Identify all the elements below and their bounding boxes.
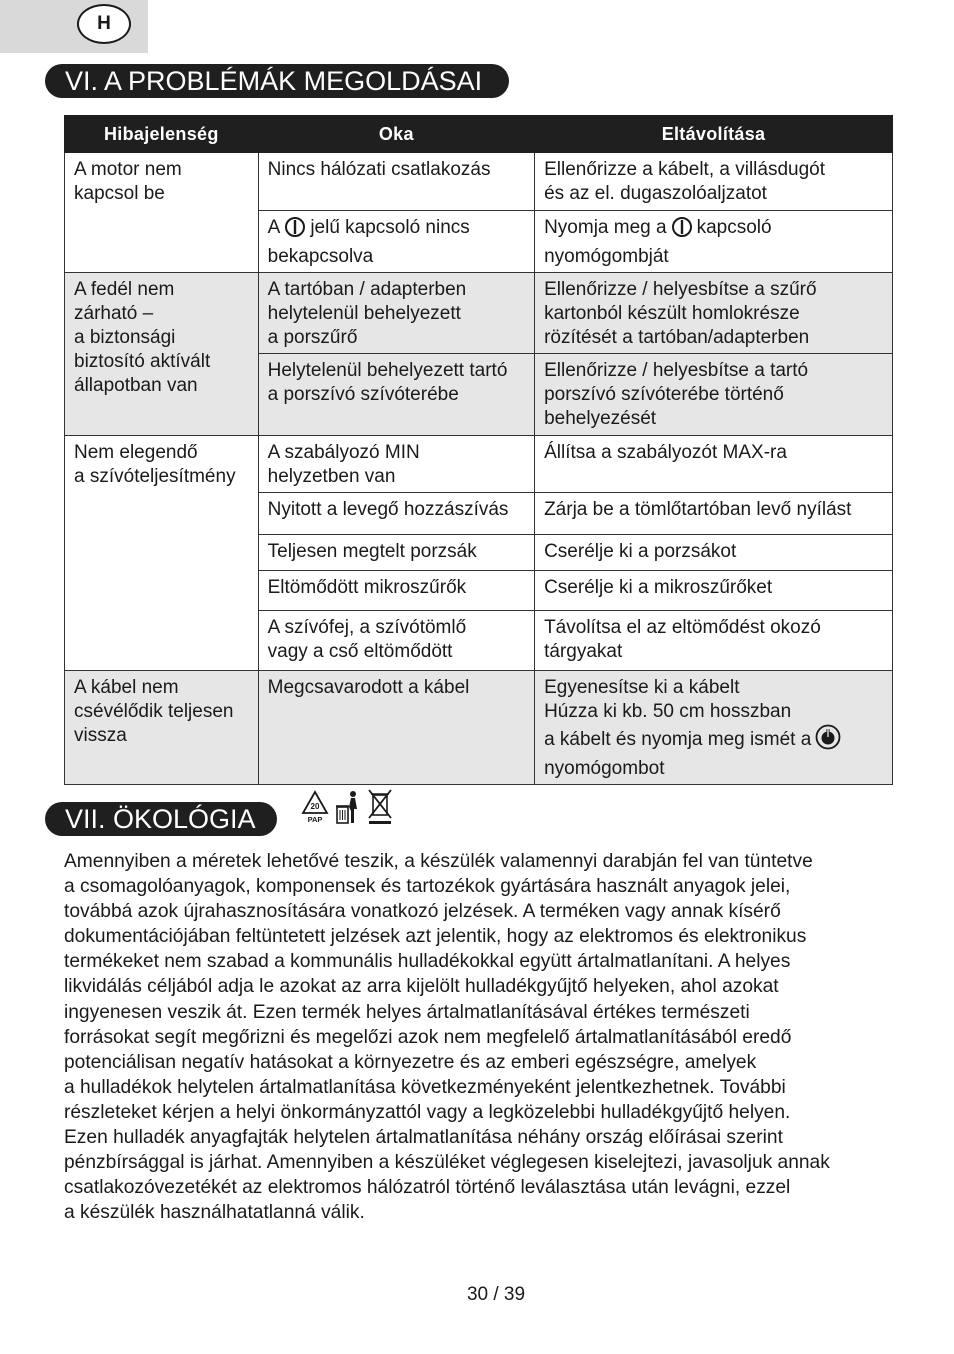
cause-line: a porszűrő xyxy=(267,327,358,348)
remedy-text: Nyomja meg a xyxy=(544,217,667,238)
table-header-row xyxy=(65,116,893,153)
remedy-line: nyomógombot xyxy=(544,758,665,779)
cause-line: Nyitott a levegő hozzászívás xyxy=(267,499,509,520)
paragraph-line: csatlakozóvezetékét az elektromos hálózatról történő leválasztása után levágni, ezzel xyxy=(64,1177,791,1199)
remedy-line: a kábelt és nyomja meg ismét a xyxy=(544,729,812,750)
remedy-line: porszívó szívóterébe történő xyxy=(544,384,784,405)
symptom-cell xyxy=(65,436,259,671)
cause-cell xyxy=(258,535,534,571)
cause-line: helytelenül behelyezett xyxy=(267,303,461,324)
remedy-line: tárgyakat xyxy=(544,641,623,662)
cause-line: helyzetben van xyxy=(267,466,396,487)
remedy-line: Cserélje ki a porzsákot xyxy=(544,541,737,562)
remedy-cell xyxy=(535,354,893,436)
power-switch-icon xyxy=(671,216,693,245)
tidyman-bin-icon xyxy=(334,789,362,830)
symptom-line: vissza xyxy=(74,725,127,746)
remedy-line: Egyenesítse ki a kábelt xyxy=(544,677,740,698)
cause-line: Eltömődött mikroszűrők xyxy=(267,577,467,598)
remedy-line: Zárja be a tömlőtartóban levő nyílást xyxy=(544,499,852,520)
remedy-line: kartonból készült homlokrésze xyxy=(544,303,800,324)
cause-cell xyxy=(258,493,534,535)
symptom-cell xyxy=(65,153,259,273)
paragraph-line: részleteket kérjen a helyi önkormányzattól vagy a legközelebbi hulladékgyűjtő helyen. xyxy=(64,1101,791,1123)
language-badge: H xyxy=(77,4,131,44)
remedy-cell xyxy=(535,436,893,493)
remedy-line: Állítsa a szabályozót MAX-ra xyxy=(544,442,787,463)
symptom-line: kapcsol be xyxy=(74,183,165,204)
power-switch-icon xyxy=(284,216,306,245)
remedy-cell xyxy=(535,571,893,611)
cause-line: Teljesen megtelt porzsák xyxy=(267,541,477,562)
remedy-cell xyxy=(535,153,893,211)
cause-cell xyxy=(258,354,534,436)
paragraph-line: a hulladékok helytelen ártalmatlanítása következményeként jelentkezhetnek. További xyxy=(64,1076,786,1098)
eco-symbols xyxy=(300,792,394,830)
cause-line: bekapcsolva xyxy=(267,246,374,267)
remedy-text: kapcsoló xyxy=(696,217,772,238)
paragraph-line: Ezen hulladék anyagfajták helytelen ártalmatlanítása néhány ország előírásai szerint xyxy=(64,1127,783,1149)
troubleshooting-table xyxy=(64,115,893,785)
paragraph-line: forrásokat segít megőrizni és megelőzi azok nem megfelelő ártalmatlanításából eredő xyxy=(64,1026,792,1048)
cause-cell xyxy=(258,211,534,273)
header-remedy: Eltávolítása xyxy=(535,116,893,153)
symptom-line: biztosító aktívált xyxy=(74,351,211,372)
paragraph-line: dokumentációjában feltüntetett jelzések azt jelentik, hogy az elektromos és elektronikus xyxy=(64,926,807,948)
paragraph-line: potenciálisan negatív hatásokat a környezetre és az emberi egészségre, amelyek xyxy=(64,1051,757,1073)
remedy-line: és az el. dugaszolóaljzatot xyxy=(544,183,767,204)
cause-cell xyxy=(258,273,534,354)
cause-cell xyxy=(258,153,534,211)
cord-rewind-button-icon xyxy=(815,724,841,757)
cause-line: A szívófej, a szívótömlő xyxy=(267,617,467,638)
symptom-line: A motor nem xyxy=(74,159,182,180)
remedy-cell xyxy=(535,671,893,785)
cause-cell xyxy=(258,571,534,611)
remedy-line: Távolítsa el az eltömődést okozó xyxy=(544,617,821,638)
remedy-line: Ellenőrizze / helyesbítse a szűrő xyxy=(544,279,817,300)
cause-line: Helytelenül behelyezett tartó xyxy=(267,360,508,381)
table-row xyxy=(65,153,893,211)
symptom-line: állapotban van xyxy=(74,375,198,396)
remedy-cell xyxy=(535,211,893,273)
remedy-cell xyxy=(535,273,893,354)
paragraph-line: ingyenesen veszik át. Ezen termék helyes ártalmatlanításával értékes természeti xyxy=(64,1001,750,1023)
symptom-line: csévélődik teljesen xyxy=(74,701,234,722)
table-row xyxy=(65,436,893,493)
cause-cell xyxy=(258,436,534,493)
section-title-problems: VI. A PROBLÉMÁK MEGOLDÁSAI xyxy=(45,64,509,98)
paragraph-line: pénzbírsággal is járhat. Amennyiben a készüléket véglegesen kiselejtezi, javasoljuk annak xyxy=(64,1152,830,1174)
cause-text: A xyxy=(267,217,281,238)
weee-crossed-bin-icon xyxy=(366,787,394,830)
symptom-line: a biztonsági xyxy=(74,327,176,348)
cause-cell xyxy=(258,611,534,671)
remedy-cell xyxy=(535,535,893,571)
remedy-cell xyxy=(535,493,893,535)
recycle-pap-icon xyxy=(300,789,330,830)
page-number: 30 / 39 xyxy=(466,1284,526,1305)
paragraph-line: a készülék használhatatlanná válik. xyxy=(64,1202,365,1224)
paragraph-line: a csomagolóanyagok, komponensek és tartozékok gyártására használt anyagok jelei, xyxy=(64,876,791,898)
header-symptom: Hibajelenség xyxy=(65,116,259,153)
remedy-cell xyxy=(535,611,893,671)
cause-line: Nincs hálózati csatlakozás xyxy=(267,159,491,180)
symptom-cell xyxy=(65,671,259,785)
cause-line: vagy a cső eltömődött xyxy=(267,641,453,662)
symptom-line: A kábel nem xyxy=(74,677,179,698)
symptom-line: A fedél nem xyxy=(74,279,175,300)
remedy-line: Ellenőrizze / helyesbítse a tartó xyxy=(544,360,809,381)
remedy-line: behelyezését xyxy=(544,408,657,429)
cause-line: a porszívó szívóterébe xyxy=(267,384,459,405)
ecology-paragraph xyxy=(64,849,894,1225)
table-row xyxy=(65,671,893,785)
recycle-code: 20 xyxy=(310,802,320,811)
symptom-line: zárható – xyxy=(74,303,154,324)
header-cause: Oka xyxy=(258,116,534,153)
cause-text: jelű kapcsoló nincs xyxy=(310,217,470,238)
symptom-line: a szívóteljesítmény xyxy=(74,466,236,487)
paragraph-line: termékeket nem szabad a kommunális hulladékokkal együtt ártalmatlanítani. A helyes xyxy=(64,951,791,973)
remedy-line: nyomógombját xyxy=(544,246,669,267)
paragraph-line: Amennyiben a méretek lehetővé teszik, a készülék valamennyi darabján fel van tüntetve xyxy=(64,851,813,872)
table-row xyxy=(65,273,893,354)
cause-line: A tartóban / adapterben xyxy=(267,279,467,300)
remedy-line: Cserélje ki a mikroszűrőket xyxy=(544,577,773,598)
remedy-line: Húzza ki kb. 50 cm hosszban xyxy=(544,701,792,722)
language-tab xyxy=(0,0,148,53)
remedy-line: Ellenőrizze a kábelt, a villásdugót xyxy=(544,159,826,180)
symptom-line: Nem elegendő xyxy=(74,442,198,463)
cause-line: A szabályozó MIN xyxy=(267,442,420,463)
remedy-line: rözítését a tartóban/adapterben xyxy=(544,327,810,348)
cause-cell xyxy=(258,671,534,785)
cause-line: Megcsavarodott a kábel xyxy=(267,677,470,698)
paragraph-line: továbbá azok újrahasznosítására vonatkozó jelzések. A terméken vagy annak kísérő xyxy=(64,901,781,923)
recycle-material: PAP xyxy=(307,815,323,824)
paragraph-line: likvidálás céljából adja le azokat az arra kijelölt hulladékgyűjtő helyeken, ahol azokat xyxy=(64,976,779,998)
section-title-ecology: VII. ÖKOLÓGIA xyxy=(45,802,277,836)
symptom-cell xyxy=(65,273,259,436)
